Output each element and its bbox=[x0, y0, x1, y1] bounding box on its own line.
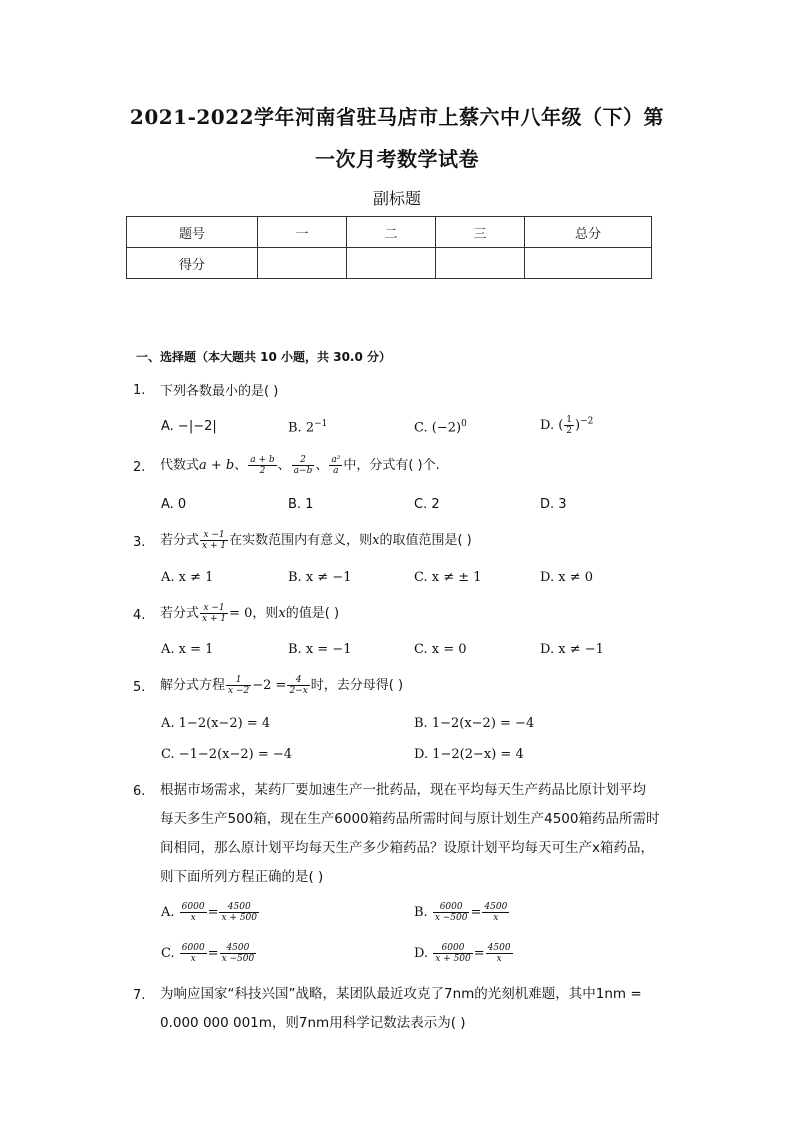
fraction bbox=[564, 415, 574, 436]
fraction-denominator: x + 500 bbox=[221, 913, 258, 923]
stem-text: 代数式 bbox=[160, 458, 200, 473]
stem-variable: x bbox=[372, 533, 380, 548]
question-number: 6. bbox=[133, 784, 146, 799]
option-a[interactable]: A. x = 1 bbox=[161, 642, 214, 657]
option-b[interactable]: B. x = −1 bbox=[288, 642, 352, 657]
option-b[interactable] bbox=[288, 419, 327, 435]
option-a[interactable]: A. 1−2(x−2) = 4 bbox=[161, 716, 271, 731]
fraction bbox=[287, 675, 309, 696]
option-label: C. bbox=[161, 946, 175, 961]
score-input[interactable] bbox=[258, 248, 347, 279]
stem-text: = 0，则 bbox=[229, 606, 279, 621]
option-c[interactable]: C. 2 bbox=[414, 497, 440, 512]
fraction-numerator: a + b bbox=[250, 455, 275, 465]
fraction-numerator: 6000 bbox=[181, 902, 205, 912]
score-row-label: 得分 bbox=[127, 248, 258, 279]
fraction-numerator: 4500 bbox=[484, 902, 508, 912]
equals-sign: = bbox=[207, 905, 219, 920]
fraction bbox=[292, 455, 315, 476]
stem-line: 则下面所列方程正确的是( ) bbox=[160, 869, 324, 885]
option-c[interactable]: C. x = 0 bbox=[414, 642, 467, 657]
fraction-denominator: x −2 bbox=[228, 686, 250, 696]
score-cell-part1: 一 bbox=[258, 217, 347, 248]
stem-text: 的取值范围是( ) bbox=[379, 533, 472, 548]
fraction-denominator: 2−x bbox=[289, 686, 308, 696]
fraction bbox=[248, 455, 276, 476]
fraction-denominator: x + 500 bbox=[435, 954, 471, 964]
fraction-denominator: a bbox=[333, 466, 339, 476]
equals-sign: = bbox=[473, 946, 485, 961]
option-c[interactable]: C. −1−2(x−2) = −4 bbox=[161, 747, 293, 762]
question-number: 4. bbox=[133, 608, 146, 623]
stem-expression: a + b bbox=[199, 458, 235, 473]
fraction bbox=[226, 675, 251, 696]
score-table-score-row bbox=[127, 248, 652, 279]
equals-sign: = bbox=[470, 905, 482, 920]
score-cell-label: 题号 bbox=[127, 217, 258, 248]
score-cell-total: 总分 bbox=[525, 217, 652, 248]
fraction-numerator: 6000 bbox=[433, 902, 470, 913]
fraction bbox=[482, 902, 509, 923]
score-table-header-row bbox=[127, 217, 652, 248]
fraction-numerator: 4500 bbox=[220, 943, 257, 954]
option-b-text: B. 2 bbox=[288, 420, 315, 436]
option-c[interactable] bbox=[161, 943, 257, 964]
fraction-denominator: x −500 bbox=[221, 954, 255, 964]
fraction-numerator: 6000 bbox=[433, 943, 473, 954]
equals-sign: = bbox=[207, 946, 219, 961]
fraction-denominator: 2 bbox=[259, 466, 266, 476]
option-b[interactable]: B. x ≠ −1 bbox=[288, 570, 352, 585]
stem-text: 中，分式有( )个. bbox=[343, 458, 440, 473]
stem-text: 若分式 bbox=[160, 606, 200, 621]
fraction-numerator: 1 bbox=[566, 415, 573, 425]
option-d-text: D. ( bbox=[540, 418, 564, 433]
fraction bbox=[200, 603, 228, 624]
fraction-numerator: x −1 bbox=[200, 530, 228, 541]
fraction bbox=[200, 530, 228, 551]
fraction-numerator: 2 bbox=[292, 455, 315, 466]
score-cell-part2: 二 bbox=[347, 217, 436, 248]
stem-line: 每天多生产500箱，现在生产6000箱药品所需时间与原计划生产4500箱药品所需时 bbox=[160, 811, 660, 827]
option-b[interactable]: B. 1 bbox=[288, 497, 314, 512]
stem-line: 0.000 000 001m，则7nm用科学记数法表示为( ) bbox=[160, 1015, 466, 1031]
fraction-denominator: x bbox=[496, 954, 502, 964]
option-d[interactable] bbox=[414, 943, 514, 964]
option-a[interactable]: A. 0 bbox=[161, 497, 187, 512]
question-stem bbox=[160, 776, 670, 892]
page-title-line1: 2021-2022学年河南省驻马店市上蔡六中八年级（下）第 bbox=[129, 105, 665, 129]
option-label: D. bbox=[414, 946, 429, 961]
option-d[interactable]: D. 3 bbox=[540, 497, 567, 512]
fraction-numerator: 4500 bbox=[219, 902, 259, 913]
fraction-denominator: x + 1 bbox=[202, 541, 227, 551]
question-number: 7. bbox=[133, 988, 146, 1003]
option-b[interactable]: B. 1−2(x−2) = −4 bbox=[414, 716, 535, 731]
option-b[interactable] bbox=[414, 902, 510, 923]
fraction bbox=[486, 943, 513, 964]
fraction-denominator: x bbox=[190, 913, 196, 923]
option-c[interactable]: C. x ≠ ± 1 bbox=[414, 570, 482, 585]
option-c[interactable] bbox=[414, 419, 467, 435]
question-stem bbox=[160, 980, 670, 1038]
fraction-denominator: x bbox=[190, 954, 196, 964]
question-stem bbox=[160, 530, 472, 551]
option-d[interactable]: D. x ≠ −1 bbox=[540, 642, 604, 657]
stem-text: 若分式 bbox=[160, 533, 200, 548]
fraction-numerator: 4500 bbox=[487, 943, 511, 953]
fraction-numerator: 4 bbox=[287, 675, 309, 686]
stem-line: 间相同，那么原计划平均每天生产多少箱药品？设原计划平均每天可生产x箱药品， bbox=[160, 840, 654, 856]
fraction-numerator: 1 bbox=[226, 675, 251, 686]
option-d[interactable]: D. ( $\frac{1}{2}$ )$^{-2}$ bbox=[540, 415, 594, 436]
score-table bbox=[126, 216, 652, 279]
stem-expression: −2 = bbox=[252, 678, 287, 693]
stem-text: 的值是( ) bbox=[285, 606, 340, 621]
option-d-exponent: −2 bbox=[580, 416, 594, 427]
page-title-line2: 一次月考数学试卷 bbox=[315, 147, 479, 171]
option-c-text: C. (−2) bbox=[414, 420, 462, 436]
question-stem bbox=[160, 603, 339, 624]
question-number: 3. bbox=[133, 535, 146, 550]
stem-text: 时，去分母得( ) bbox=[310, 678, 404, 693]
question-number: 1. bbox=[133, 383, 146, 398]
question-stem bbox=[160, 675, 403, 696]
fraction-numerator: x −1 bbox=[200, 603, 228, 614]
stem-line: 为响应国家“科技兴国”战略，某团队最近攻克了7nm的光刻机难题，其中1nm = bbox=[160, 986, 642, 1002]
fraction bbox=[219, 902, 259, 923]
score-input[interactable] bbox=[525, 248, 652, 279]
fraction-denominator: x −500 bbox=[434, 913, 468, 923]
fraction bbox=[433, 943, 473, 964]
fraction-denominator: a−b bbox=[293, 466, 313, 476]
section-heading: 一、选择题（本大题共 10 小题，共 30.0 分） bbox=[136, 350, 392, 364]
option-d[interactable]: D. x ≠ 0 bbox=[540, 570, 593, 585]
question-number: 5. bbox=[133, 680, 146, 695]
option-label: B. bbox=[414, 905, 428, 920]
option-label: A. bbox=[161, 905, 175, 920]
fraction bbox=[220, 943, 257, 964]
question-stem: 代数式a + b、 $\frac{a + b}{2}$ 、 $\frac{2}{a-b}$ 、 $\frac{\text{a²}}{a}$ 中，分式有( )个. bbox=[160, 455, 440, 476]
score-cell-part3: 三 bbox=[436, 217, 525, 248]
stem-text: 解分式方程 bbox=[160, 678, 226, 693]
question-stem: 下列各数最小的是( ) bbox=[160, 384, 279, 399]
option-d[interactable]: D. 1−2(2−x) = 4 bbox=[414, 747, 524, 762]
option-b-exponent: −1 bbox=[314, 419, 328, 429]
fraction bbox=[329, 455, 342, 476]
fraction-denominator: x bbox=[493, 913, 499, 923]
fraction-denominator: x + 1 bbox=[202, 614, 227, 624]
question-number: 2. bbox=[133, 460, 146, 475]
option-a[interactable] bbox=[161, 902, 260, 923]
fraction-denominator: 2 bbox=[566, 426, 573, 436]
option-c-exponent: 0 bbox=[461, 419, 467, 429]
option-a[interactable]: A. −|−2| bbox=[161, 419, 217, 434]
option-a[interactable]: A. x ≠ 1 bbox=[161, 570, 214, 585]
fraction-numerator: 6000 bbox=[181, 943, 205, 953]
fraction bbox=[180, 902, 207, 923]
subtitle: 副标题 bbox=[372, 189, 421, 208]
score-input[interactable] bbox=[347, 248, 436, 279]
score-input[interactable] bbox=[436, 248, 525, 279]
stem-line: 根据市场需求，某药厂要加速生产一批药品，现在平均每天生产药品比原计划平均 bbox=[160, 782, 646, 798]
stem-text: 在实数范围内有意义，则 bbox=[229, 533, 373, 548]
stem-variable: x bbox=[278, 606, 286, 621]
fraction bbox=[180, 943, 207, 964]
fraction bbox=[433, 902, 470, 923]
fraction-numerator: a² bbox=[331, 455, 341, 465]
